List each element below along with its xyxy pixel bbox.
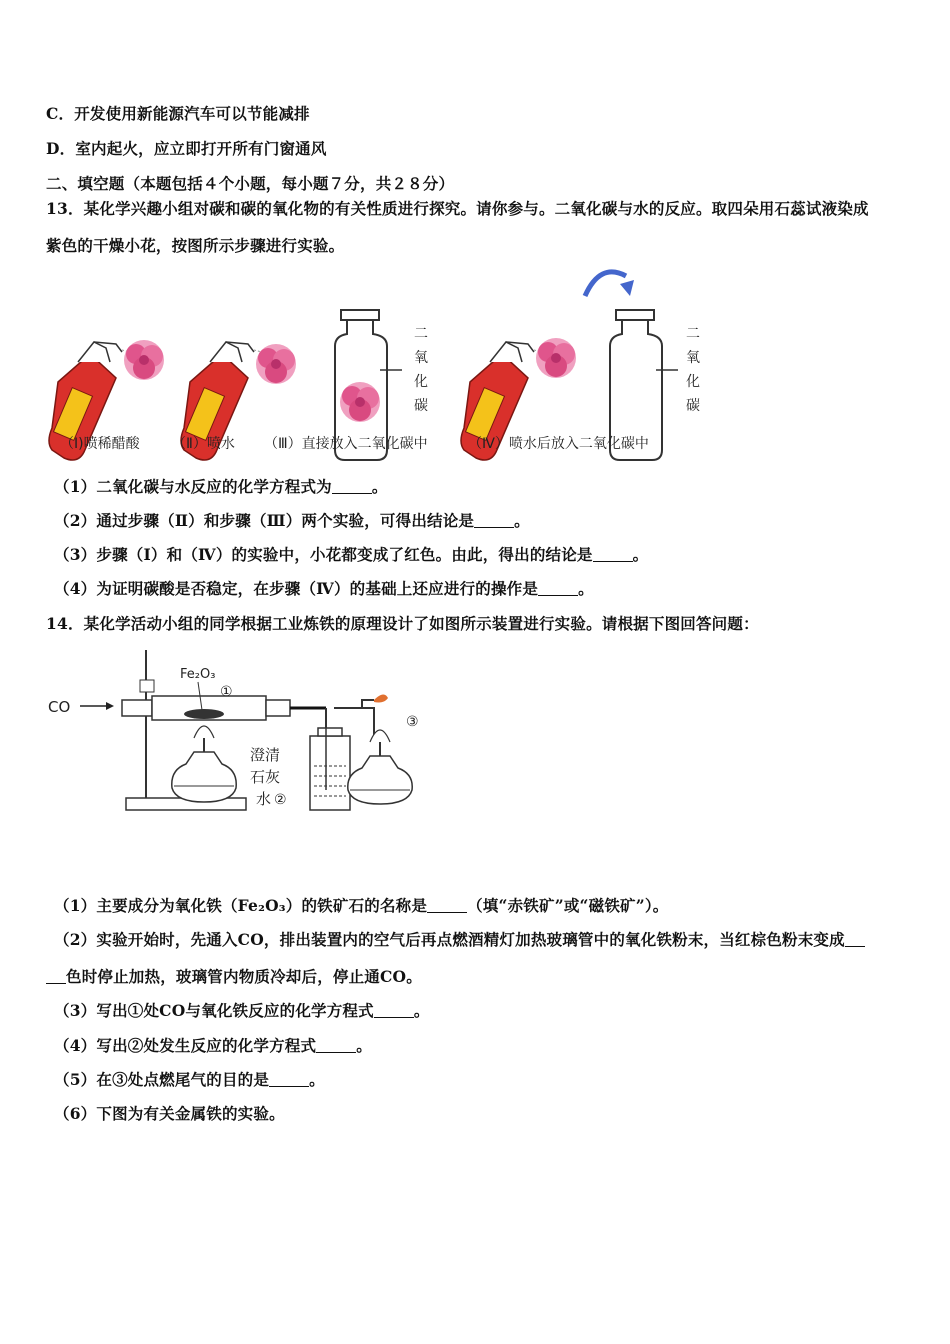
flower-3-icon	[340, 382, 380, 422]
svg-text:二: 二	[414, 326, 428, 342]
caption-step-1: （Ⅰ)喷稀醋酸	[60, 436, 140, 452]
question-14-2-cont: 色时停止加热，玻璃管内物质冷却后，停止通CO。	[46, 965, 910, 987]
svg-text:氧: 氧	[686, 350, 700, 366]
question-13-1: （1）二氧化碳与水反应的化学方程式为 。	[54, 477, 388, 496]
answer-blank[interactable]	[427, 897, 467, 914]
svg-text:碳: 碳	[414, 398, 428, 414]
question-13-stem: 13．某化学兴趣小组对碳和碳的氧化物的有关性质进行探究。请你参与。二氧化碳与水的反应。取四朵用石蕊试液染成	[46, 199, 869, 218]
answer-blank[interactable]	[474, 512, 514, 529]
answer-blank-cont[interactable]	[46, 968, 66, 985]
fe2o3-label: Fe₂O₃	[180, 667, 216, 682]
wash-bottle-icon	[310, 728, 350, 810]
caption-step-4: （Ⅳ）喷水后放入二氧化碳中	[468, 436, 649, 452]
jar-1-label	[414, 326, 428, 414]
arrow-head-icon	[620, 280, 634, 296]
answer-blank[interactable]	[845, 931, 865, 948]
answer-blank[interactable]	[316, 1037, 356, 1054]
flower-4-icon	[536, 338, 576, 378]
answer-blank[interactable]	[269, 1071, 309, 1088]
arrow-icon	[585, 272, 626, 296]
answer-blank[interactable]	[538, 580, 578, 597]
flower-1-icon	[124, 340, 164, 380]
caption-step-3: （Ⅲ）直接放入二氧化碳中	[264, 436, 428, 452]
svg-text:水: 水	[256, 790, 272, 808]
flower-2-icon	[256, 344, 296, 384]
option-d: D．室内起火，应立即打开所有门窗通风	[46, 139, 327, 158]
question-14-3: （3）写出①处CO与氧化铁反应的化学方程式 。	[54, 1001, 430, 1020]
answer-blank[interactable]	[332, 478, 372, 495]
jar-2-label	[686, 326, 700, 414]
svg-text:碳: 碳	[686, 398, 700, 414]
question-13-2: （2）通过步骤（Ⅱ）和步骤（Ⅲ）两个实验，可得出结论是 。	[54, 511, 530, 530]
option-c: C．开发使用新能源汽车可以节能减排	[46, 104, 310, 123]
svg-text:氧: 氧	[414, 350, 428, 366]
flame-icon	[374, 694, 388, 702]
question-13-4: （4）为证明碳酸是否稳定，在步骤（Ⅳ）的基础上还应进行的操作是 。	[54, 579, 594, 598]
marker-2: ②	[274, 792, 287, 808]
svg-text:澄清: 澄清	[250, 746, 281, 764]
question-14-6: （6）下图为有关金属铁的实验。	[54, 1104, 285, 1123]
answer-blank[interactable]	[593, 546, 633, 563]
svg-text:化: 化	[414, 374, 428, 390]
alcohol-lamp-2-icon	[348, 730, 412, 804]
figure-iron-smelting-apparatus	[44, 640, 434, 820]
svg-text:化: 化	[686, 374, 700, 390]
question-14-1: （1）主要成分为氧化铁（Fe₂O₃）的铁矿石的名称是 （填“赤铁矿”或“磁铁矿”）。	[54, 896, 669, 915]
question-14-2: （2）实验开始时，先通入CO，排出装置内的空气后再点燃酒精灯加热玻璃管中的氧化铁粉末，当红棕色粉末变成	[54, 928, 910, 950]
section-heading: 二、填空题（本题包括４个小题，每小题７分，共２８分）	[46, 174, 455, 193]
marker-1: ①	[220, 684, 233, 700]
caption-step-2: （Ⅱ）喷水	[172, 436, 235, 452]
svg-text:二: 二	[686, 326, 700, 342]
alcohol-lamp-1-icon	[172, 726, 236, 802]
question-13-stem-cont: 紫色的干燥小花，按图所示步骤进行实验。	[46, 236, 345, 255]
glass-tube-icon	[122, 696, 290, 720]
answer-blank[interactable]	[374, 1002, 414, 1019]
question-14-5: （5）在③处点燃尾气的目的是 。	[54, 1070, 325, 1089]
co-label: CO	[48, 698, 71, 716]
svg-text:石灰: 石灰	[250, 768, 281, 786]
question-14-4: （4）写出②处发生反应的化学方程式 。	[54, 1036, 372, 1055]
question-14-stem: 14．某化学活动小组的同学根据工业炼铁的原理设计了如图所示装置进行实验。请根据下图回答问题：	[46, 614, 759, 633]
marker-3: ③	[406, 714, 419, 730]
question-13-3: （3）步骤（Ⅰ）和（Ⅳ）的实验中，小花都变成了红色。由此，得出的结论是 。	[54, 545, 649, 564]
figure-flower-experiment	[40, 262, 720, 462]
